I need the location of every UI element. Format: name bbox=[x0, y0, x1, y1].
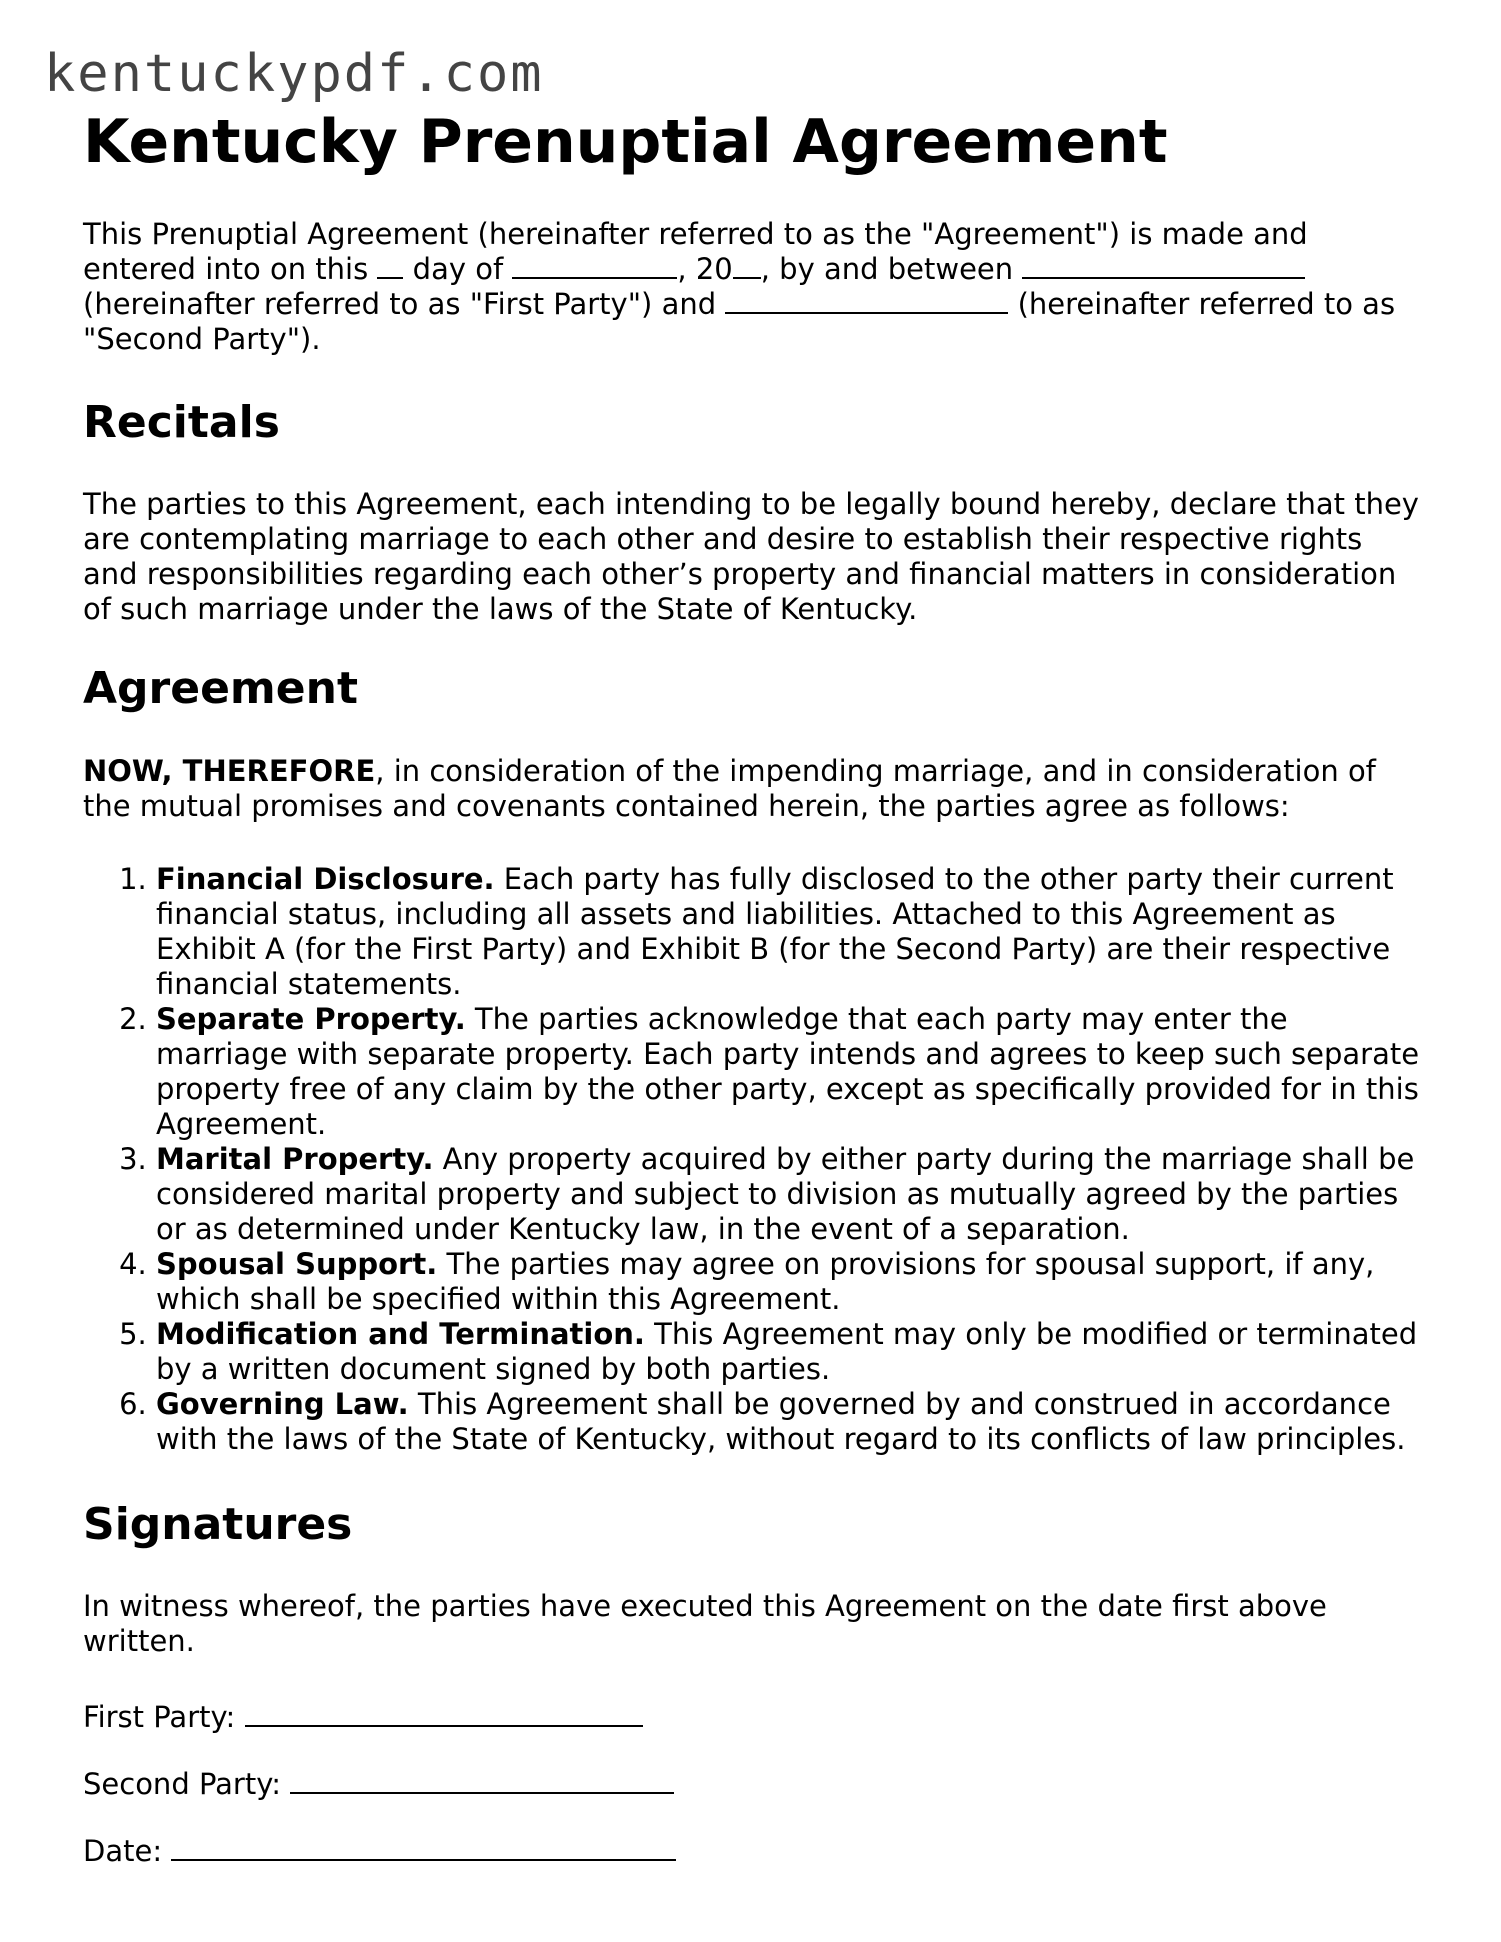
term-title: Spousal Support. bbox=[156, 1246, 438, 1281]
document-page bbox=[83, 108, 1423, 1898]
term-text: Each party has fully disclosed to the other party their current financial status, including all assets and liabilities. Attached to this Agreement as Exhibit A (for the First Party) and Exhibit B (for the Second Party) are their respective financial statements. bbox=[156, 861, 1394, 1001]
term-text: The parties acknowledge that each party may enter the marriage with separate property. Each party intends and agrees to keep such separate property free of any claim by the other party, except as specifically provided for in this Agreement. bbox=[156, 1001, 1420, 1141]
first-party-name-blank[interactable] bbox=[1022, 253, 1305, 279]
term-text: Any property acquired by either party during the marriage shall be considered marital property and subject to division as mutually agreed by the parties or as determined under Kentucky law, in the event of a separation. bbox=[156, 1141, 1415, 1246]
second-party-signature-field[interactable] bbox=[290, 1764, 674, 1794]
recitals-text: The parties to this Agreement, each intending to be legally bound hereby, declare that they are contemplating marriage to each other and desire to establish their respective rights and responsibilities regarding each other’s property and financial matters in consideration of such marriage under the laws of the State of Kentucky. bbox=[83, 487, 1419, 627]
list-item bbox=[156, 1002, 1423, 1142]
list-item bbox=[156, 1247, 1423, 1317]
site-watermark: kentuckypdf.com bbox=[44, 44, 544, 104]
intro-text-4: , by and between bbox=[760, 252, 1023, 286]
intro-text-6: (hereinafter referred to as "Second Party"). bbox=[83, 287, 1396, 356]
first-party-signature-row bbox=[83, 1697, 1423, 1735]
intro-text-5: (hereinafter referred to as "First Party") and bbox=[83, 287, 726, 321]
list-item bbox=[156, 1142, 1423, 1247]
term-title: Governing Law. bbox=[156, 1386, 409, 1421]
list-item bbox=[156, 862, 1423, 1002]
agreement-terms-list bbox=[83, 862, 1423, 1457]
term-title: Separate Property. bbox=[156, 1001, 466, 1036]
day-blank[interactable] bbox=[377, 253, 403, 279]
term-title: Modification and Termination. bbox=[156, 1316, 645, 1351]
agreement-lead-bold: NOW, THEREFORE bbox=[83, 753, 376, 788]
term-text: This Agreement shall be governed by and construed in accordance with the laws of the State of Kentucky, without regard to its conflicts of law principles. bbox=[156, 1386, 1406, 1456]
signatures-heading: Signatures bbox=[83, 1498, 353, 1550]
recitals-heading: Recitals bbox=[83, 397, 280, 448]
second-party-label: Second Party: bbox=[83, 1767, 291, 1802]
year-blank[interactable] bbox=[733, 253, 761, 279]
term-title: Marital Property. bbox=[156, 1141, 434, 1176]
list-item bbox=[156, 1317, 1423, 1387]
intro-text-1: This Prenuptial Agreement (hereinafter referred to as the "Agreement") is made and entered into on this bbox=[83, 217, 1308, 286]
intro-text-2: day of bbox=[403, 252, 513, 286]
date-field[interactable] bbox=[171, 1831, 676, 1861]
agreement-heading: Agreement bbox=[83, 663, 358, 715]
second-party-signature-row bbox=[83, 1764, 1423, 1802]
date-label: Date: bbox=[83, 1834, 172, 1869]
first-party-label: First Party: bbox=[83, 1700, 245, 1735]
agreement-lead bbox=[83, 754, 1423, 824]
date-row bbox=[83, 1831, 1423, 1869]
intro-text-3: , 20 bbox=[677, 252, 733, 286]
signatures-text: In witness whereof, the parties have executed this Agreement on the date first above written. bbox=[83, 1589, 1327, 1659]
first-party-signature-field[interactable] bbox=[245, 1697, 643, 1727]
second-party-name-blank[interactable] bbox=[725, 288, 1008, 314]
term-text: The parties may agree on provisions for spousal support, if any, which shall be specified within this Agreement. bbox=[156, 1246, 1375, 1316]
term-text: This Agreement may only be modified or terminated by a written document signed by both parties. bbox=[156, 1316, 1418, 1386]
agreement-lead-text: , in consideration of the impending marriage, and in consideration of the mutual promises and covenants contained herein, the parties agree as follows: bbox=[83, 753, 1376, 823]
intro-paragraph bbox=[83, 217, 1423, 357]
document-title: Kentucky Prenuptial Agreement bbox=[83, 107, 1168, 177]
term-title: Financial Disclosure. bbox=[156, 861, 495, 896]
list-item bbox=[156, 1387, 1423, 1457]
month-blank[interactable] bbox=[512, 253, 677, 279]
